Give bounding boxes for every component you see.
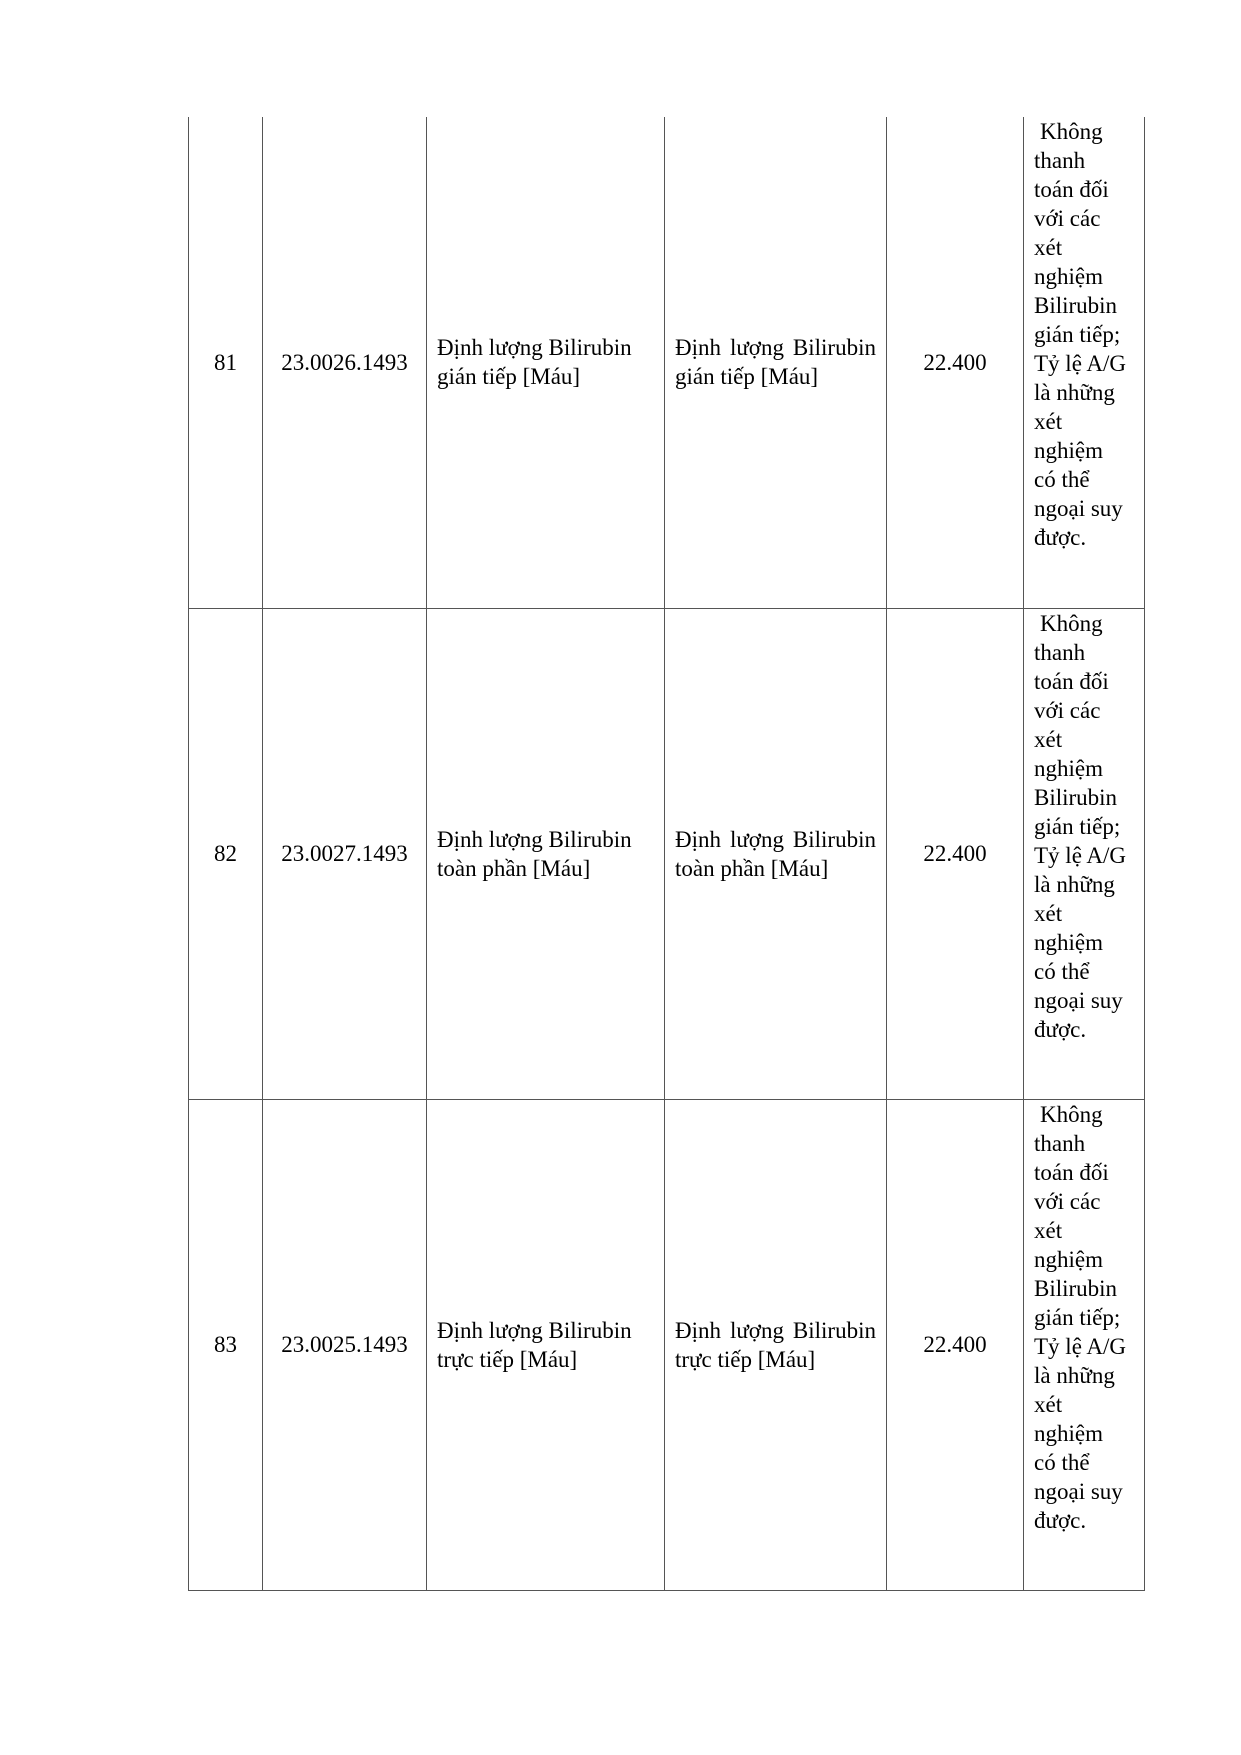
row-number: 83 — [189, 1099, 263, 1590]
row-number: 82 — [189, 608, 263, 1099]
service-name: Định lượng Bilirubin trực tiếp [Máu] — [427, 1099, 665, 1590]
table-row — [189, 117, 1145, 608]
service-name-alt: Định lượng Bilirubin toàn phần [Máu] — [665, 608, 887, 1099]
price-list-table — [188, 117, 1145, 1591]
service-code: 23.0027.1493 — [263, 608, 427, 1099]
service-name-alt: Định lượng Bilirubin gián tiếp [Máu] — [665, 117, 887, 608]
service-note-cell — [1024, 117, 1145, 608]
service-code: 23.0025.1493 — [263, 1099, 427, 1590]
service-name: Định lượng Bilirubin toàn phần [Máu] — [427, 608, 665, 1099]
service-price: 22.400 — [887, 608, 1024, 1099]
service-note: Không thanh toán đối với các xét nghiệm Bilirubin gián tiếp; Tỷ lệ A/G là những xét nghiệm có thể ngoại suy được. — [1034, 119, 1126, 550]
service-note: Không thanh toán đối với các xét nghiệm Bilirubin gián tiếp; Tỷ lệ A/G là những xét nghiệm có thể ngoại suy được. — [1034, 610, 1126, 1042]
service-note-cell — [1024, 608, 1145, 1099]
table-row — [189, 608, 1145, 1099]
service-price: 22.400 — [887, 1099, 1024, 1590]
row-number: 81 — [189, 117, 263, 608]
table-row — [189, 1099, 1145, 1590]
service-name-alt: Định lượng Bilirubin trực tiếp [Máu] — [665, 1099, 887, 1590]
service-note-cell — [1024, 1099, 1145, 1590]
service-note: Không thanh toán đối với các xét nghiệm Bilirubin gián tiếp; Tỷ lệ A/G là những xét nghiệm có thể ngoại suy được. — [1034, 1101, 1126, 1533]
service-code: 23.0026.1493 — [263, 117, 427, 608]
service-name: Định lượng Bilirubin gián tiếp [Máu] — [427, 117, 665, 608]
service-price: 22.400 — [887, 117, 1024, 608]
